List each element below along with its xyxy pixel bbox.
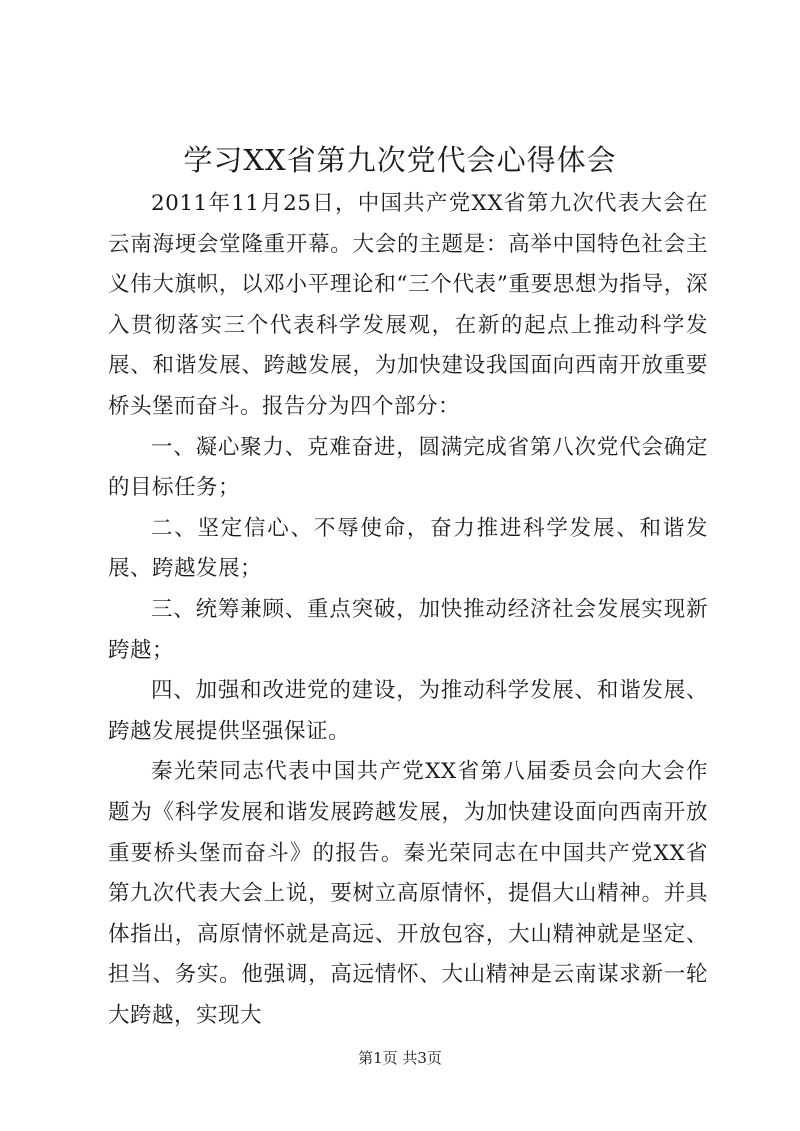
paragraph-part-four: 四、加强和改进党的建设，为推动科学发展、和谐发展、跨越发展提供坚强保证。 (108, 678, 708, 744)
paragraph-part-two: 二、坚定信心、不辱使命，奋力推进科学发展、和谐发展、跨越发展； (108, 515, 708, 582)
paragraph-part-three: 三、统筹兼顾、重点突破，加快推动经济社会发展实现新跨越； (108, 596, 708, 663)
page-number-footer: 第1页 共3页 (358, 1049, 442, 1067)
paragraph-part-one: 一、凝心聚力、克难奋进，圆满完成省第八次党代会确定的目标任务； (108, 434, 708, 501)
paragraph-intro: 2011年11月25日，中国共产党XX省第九次代表大会在云南海埂会堂隆重开幕。大会的主题是：高举中国特色社会主义伟大旗帜，以邓小平理论和“三个代表”重要思想为指导，深入贯彻落实三个代表科学发展观，在新的起点上推动科学发展、和谐发展、跨越发展，为加快建设我国面向西南开放重要桥头堡而奋斗。报告分为四个部分： (108, 191, 708, 419)
document-body (108, 184, 708, 1036)
document-title: 学习XX省第九次党代会心得体会 (183, 143, 617, 177)
paragraph-report: 秦光荣同志代表中国共产党XX省第八届委员会向大会作题为《科学发展和谐发展跨越发展，为加快建设面向西南开放重要桥头堡而奋斗》的报告。秦光荣同志在中国共产党XX省第九次代表大会上说，要树立高原情怀，提倡大山精神。并具体指出，高原情怀就是高远、开放包容，大山精神就是坚定、担当、务实。他强调，高远情怀、大山精神是云南谋求新一轮大跨越，实现大 (108, 759, 708, 1028)
